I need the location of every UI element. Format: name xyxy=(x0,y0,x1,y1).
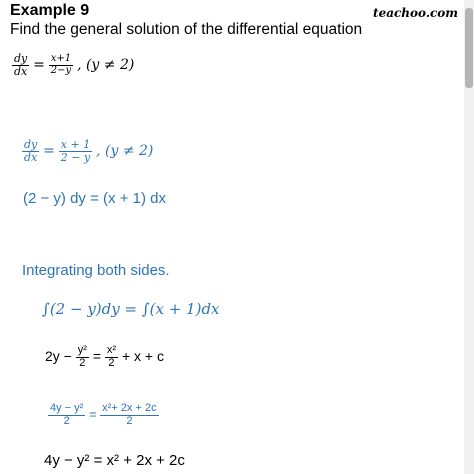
step-final: 4y − y² = x² + 2x + 2c xyxy=(44,452,185,469)
brand-logo: teachoo.com xyxy=(373,6,458,20)
example-title: Example 9 xyxy=(10,2,90,19)
step-combined-fraction: $\frac{\text{4y − y²}}{2}$ = $\frac{\text{x²+ 2x + 2c}}{2}$ xyxy=(50,402,157,427)
step-integrated: 2y − $\frac{\text{y²}}{2}$ = $\frac{\text{x²}}{2}$ + x + c xyxy=(45,344,164,369)
step-separated: (2 − y) dy = (x + 1) dx xyxy=(23,190,166,207)
question-dydx: $\frac{dy}{dx}$ xyxy=(14,52,28,78)
step-integral: ∫(2 − y)dy = ∫(x + 1)dx xyxy=(42,300,220,318)
question-text: Find the general solution of the differential equation xyxy=(10,21,363,38)
question-condition: , (y ≠ 2) xyxy=(77,56,135,73)
question-equation: $\frac{dy}{dx}$ = $\frac{x+1}{2-y}$ , (y ≠ 2) xyxy=(14,52,135,78)
step-given-equation: $\frac{dy}{dx}$ = $\frac{x + 1}{2 - y}$ , (y ≠ 2) xyxy=(24,138,154,164)
question-fraction: $\frac{x+1}{2-y}$ xyxy=(50,53,72,76)
step-integrating-note: Integrating both sides. xyxy=(22,262,170,279)
scrollbar-thumb[interactable] xyxy=(465,8,473,88)
vertical-scrollbar[interactable] xyxy=(464,0,474,474)
